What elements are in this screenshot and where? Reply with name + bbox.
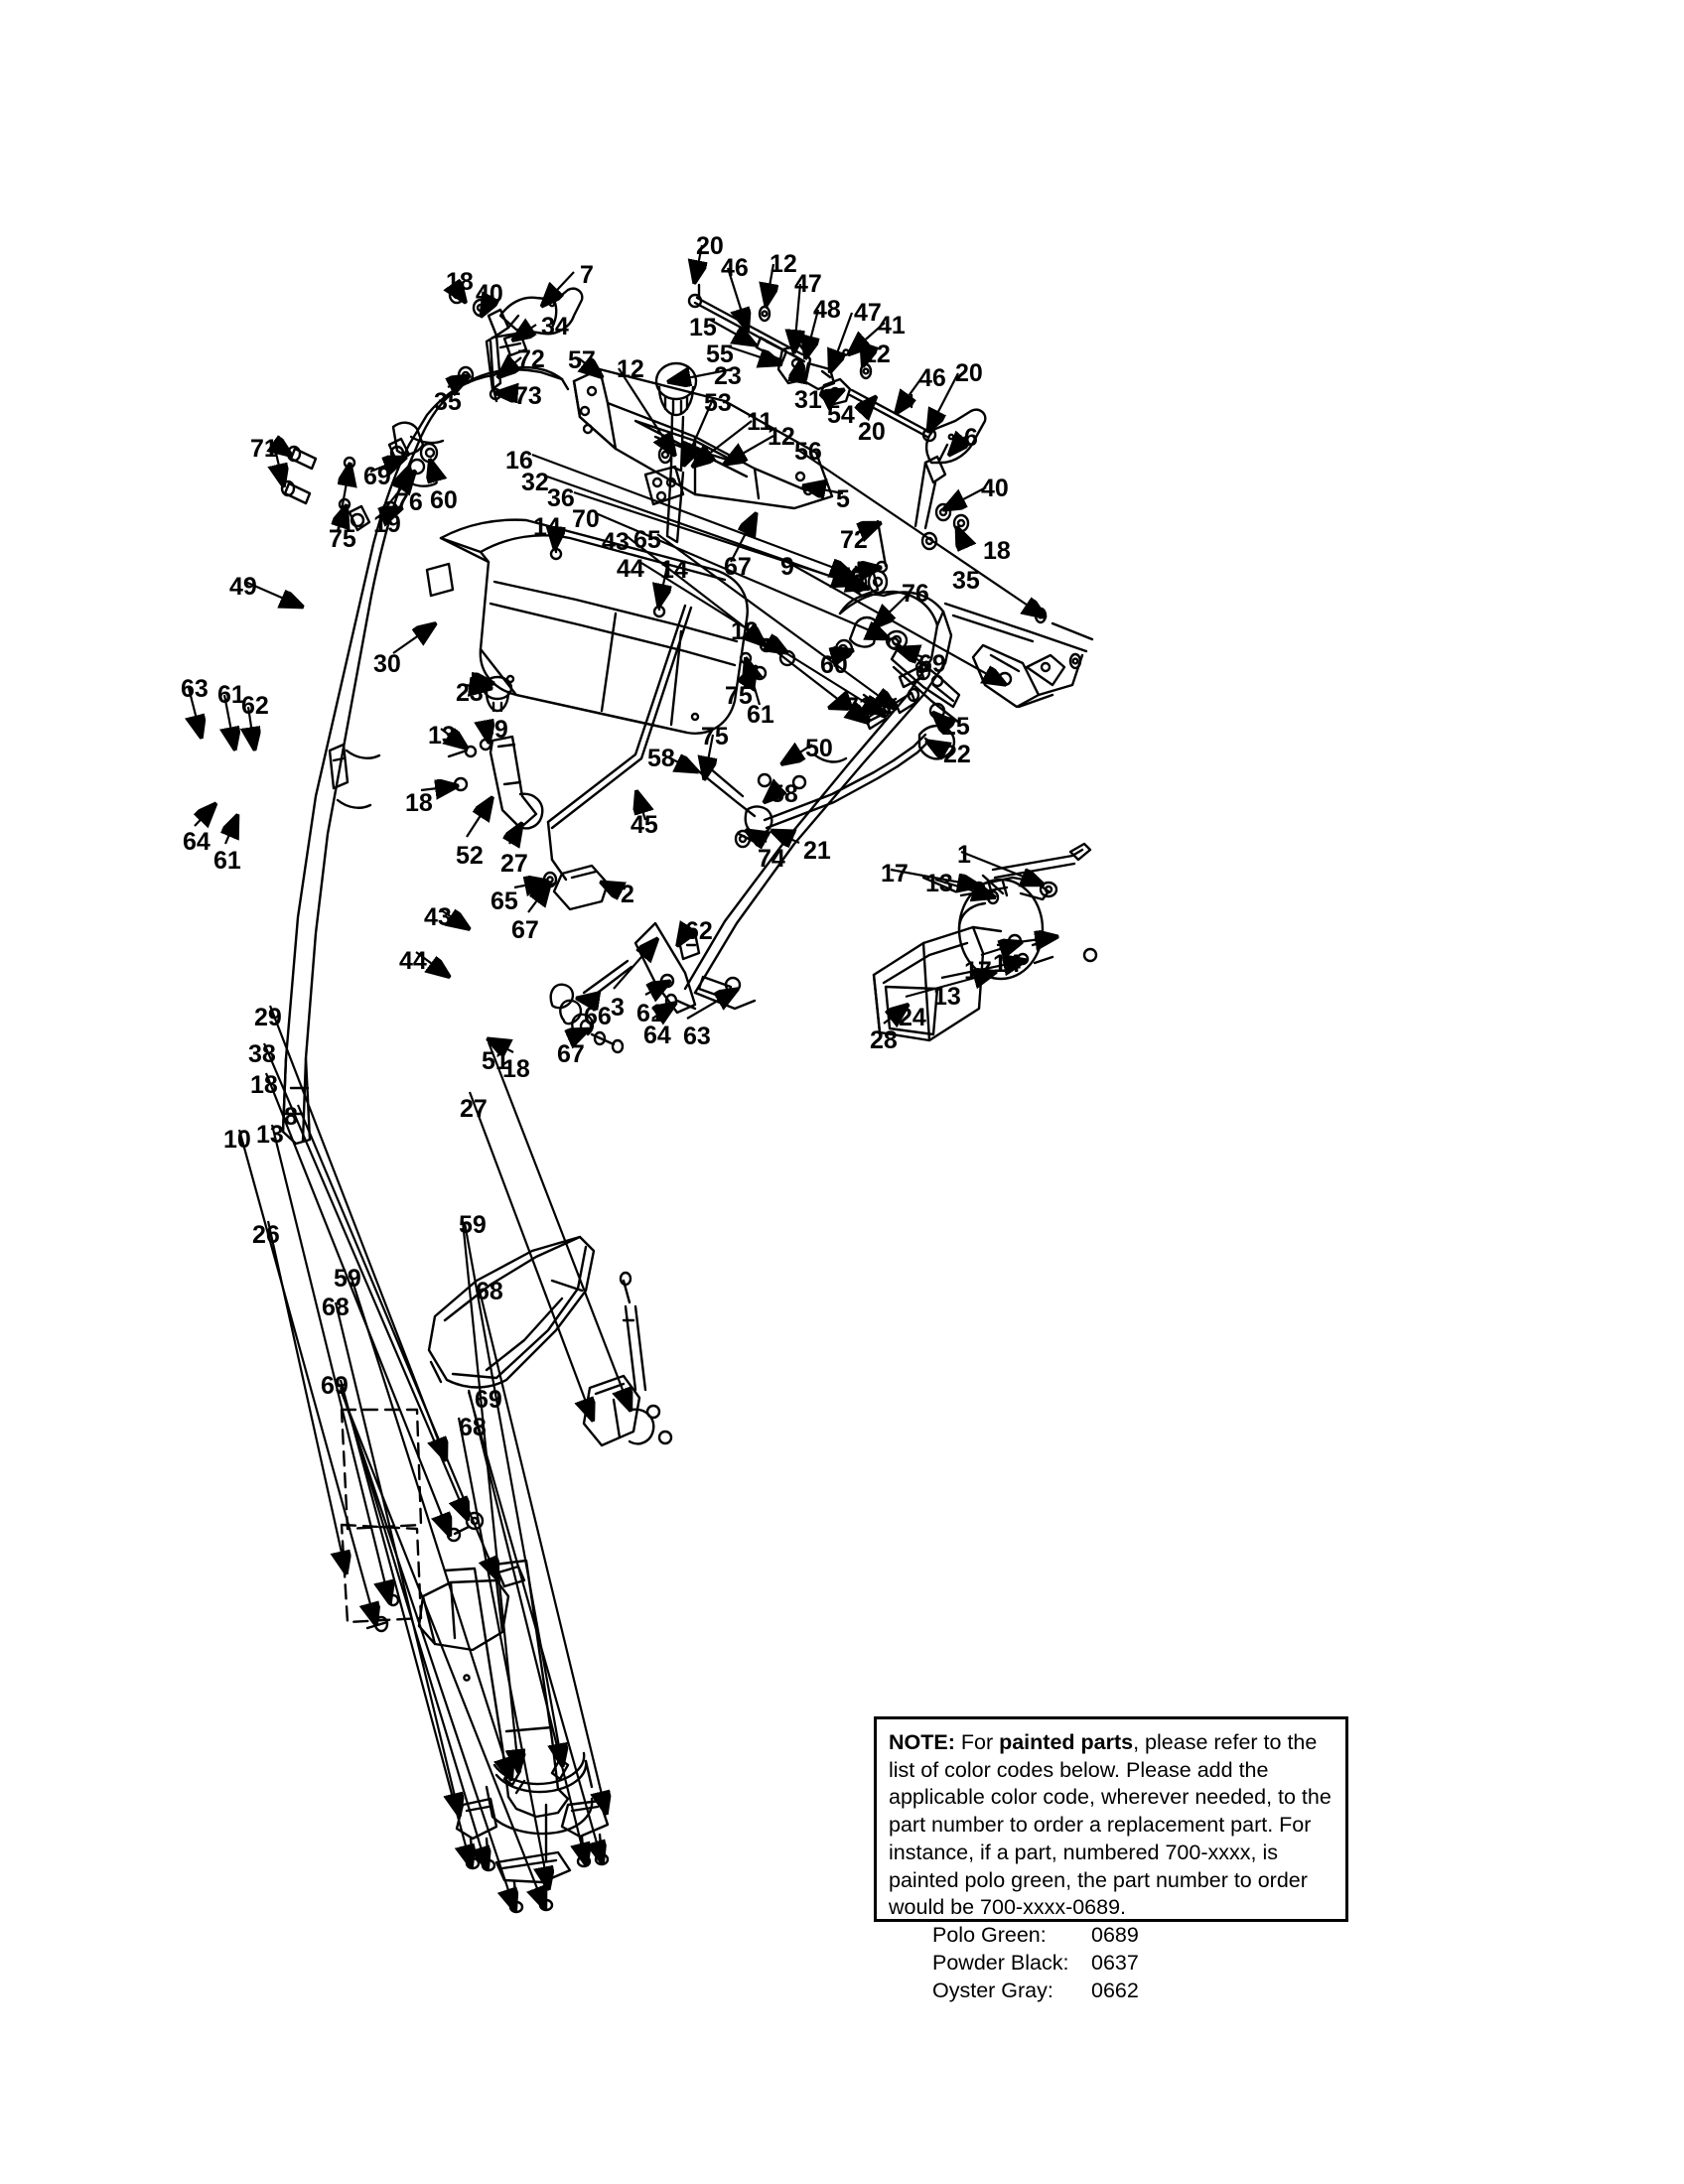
callout-39: 39 [481,716,508,744]
callout-52: 52 [456,842,484,870]
callout-59: 59 [459,1211,487,1239]
callout-27b: 27 [460,1095,488,1123]
callout-19: 19 [373,510,401,538]
callout-20c: 20 [858,418,886,446]
callout-23: 23 [714,362,742,390]
callout-3: 3 [611,994,625,1022]
callout-1: 1 [957,841,971,869]
callout-64b: 64 [643,1022,671,1049]
color-name-oyster-gray: Oyster Gray: [932,1979,1053,2003]
callout-61d: 61 [636,1000,664,1027]
callout-61b: 61 [217,681,245,709]
note-paragraph [889,1729,1333,1922]
callout-41: 41 [878,312,906,340]
callout-75: 75 [329,525,356,553]
callout-70: 70 [572,505,600,533]
callout-69c: 69 [321,1372,349,1400]
callout-8: 8 [284,1103,298,1131]
callout-34: 34 [541,313,569,341]
note-bold-phrase: painted parts [999,1730,1134,1754]
callout-18: 18 [446,268,474,296]
color-code-powder-black: 0637 [1091,1951,1139,1976]
callout-9: 9 [780,553,794,581]
callout-5: 5 [836,485,850,513]
callout-13d: 13 [256,1121,284,1149]
callout-50: 50 [805,735,833,762]
callout-66: 66 [584,1003,612,1030]
callout-30: 30 [373,650,401,678]
callout-43b: 43 [424,903,452,931]
callout-11: 11 [747,408,773,436]
callout-17b: 17 [964,957,992,985]
callout-14: 14 [660,556,688,584]
callout-2: 2 [621,881,634,908]
callout-74: 74 [758,845,785,873]
callout-55: 55 [706,341,734,368]
callout-40b: 40 [981,475,1009,502]
callout-67: 67 [724,553,752,581]
callout-64: 64 [183,828,210,856]
callout-68b: 68 [322,1294,350,1321]
callout-15: 15 [689,314,717,341]
callout-35: 35 [434,388,462,416]
callout-72: 72 [517,345,545,373]
callout-38: 38 [248,1040,276,1068]
callout-20: 20 [696,232,724,260]
callout-10: 10 [223,1126,251,1154]
callout-46: 46 [721,254,749,282]
callout-16: 16 [505,447,533,475]
color-code-row-oyster-gray [932,1978,1333,2005]
callout-47: 47 [794,270,822,298]
callout-76: 76 [395,488,423,516]
callout-29: 29 [254,1004,282,1031]
callout-68c: 68 [459,1414,487,1441]
color-name-powder-black: Powder Black: [932,1951,1069,1976]
callout-26: 26 [252,1221,280,1249]
callout-67b: 67 [511,916,539,944]
callout-72b: 72 [840,526,868,554]
callout-57: 57 [568,346,596,374]
callout-73: 73 [514,382,542,410]
callout-69: 69 [363,463,391,490]
callout-62: 62 [241,692,269,720]
callout-69b: 69 [918,650,946,678]
callout-35b: 35 [952,567,980,595]
callout-61: 61 [747,701,774,729]
callout-44: 44 [617,555,644,583]
callout-40: 40 [476,280,503,308]
callout-24: 24 [899,1004,926,1031]
callout-22: 22 [943,741,971,768]
callout-46b: 46 [918,364,946,392]
callout-69d: 69 [475,1386,502,1414]
callout-54: 54 [827,401,855,429]
callout-58: 58 [647,745,675,772]
painted-parts-note-box [874,1716,1348,2003]
callout-75b: 75 [725,682,753,710]
callout-48: 48 [813,296,841,324]
note-text-after: , please refer to the list of color codes below. Please add the applicable color code, wherever needed, to the part number to order a replacement part. For instance, if a part, numbered 700-xxxx, is painted polo green, the part number to order would be 700-xxxx-0689. [889,1730,1332,1920]
callout-21: 21 [803,837,831,865]
callout-58b: 58 [771,780,798,808]
callout-28: 28 [870,1026,898,1054]
callout-75c: 75 [701,723,729,751]
callout-60b: 60 [820,651,848,679]
callout-20b: 20 [955,359,983,387]
callout-18b: 18 [983,537,1011,565]
callout-36: 36 [547,484,575,512]
callout-12b: 12 [770,250,797,278]
callout-13b: 13 [925,870,953,897]
callout-73b: 73 [837,563,865,591]
callout-18c: 18 [405,789,433,817]
callout-7: 7 [580,261,594,289]
callout-23b: 23 [456,679,484,707]
color-name-polo-green: Polo Green: [932,1923,1047,1948]
callout-63b: 63 [683,1023,711,1050]
callout-65b: 65 [491,887,518,915]
callout-68: 68 [476,1278,503,1305]
callout-76b: 76 [902,580,929,608]
callout-65: 65 [633,526,661,554]
color-code-polo-green: 0689 [1091,1923,1139,1948]
callout-63: 63 [181,675,209,703]
callout-43: 43 [602,528,630,556]
callout-12d: 12 [768,423,795,451]
callout-47b: 47 [854,299,882,327]
callout-62b: 62 [685,917,713,945]
callout-13c: 13 [933,983,961,1011]
callout-61c: 61 [213,847,241,875]
callout-51: 51 [482,1047,509,1075]
callout-53: 53 [704,389,732,417]
callout-18e: 18 [250,1071,278,1099]
callout-45: 45 [631,811,658,839]
callout-59b: 59 [334,1265,361,1293]
callout-31: 31 [794,386,822,414]
callout-13: 13 [428,722,456,750]
callout-12: 12 [617,355,644,383]
callout-32: 32 [521,469,549,496]
color-code-oyster-gray: 0662 [1091,1979,1139,2003]
callout-49: 49 [229,573,257,601]
callout-67c: 67 [557,1040,585,1068]
callout-56: 56 [794,438,822,466]
color-code-row-polo-green [932,1922,1333,1950]
callout-25: 25 [942,713,970,741]
callout-12c: 12 [863,341,891,368]
callout-6: 6 [964,424,978,452]
note-label: NOTE: [889,1730,955,1754]
color-code-row-powder-black [932,1950,1333,1978]
callout-19b: 19 [731,617,759,645]
callout-14b: 14 [533,513,561,541]
callout-60: 60 [430,486,458,514]
callout-71: 71 [250,435,278,463]
callout-71b: 71 [845,693,873,721]
callout-14c: 14 [993,950,1021,978]
note-text-before: For [954,1730,1000,1754]
callout-18d: 18 [502,1055,530,1083]
callout-27: 27 [500,850,528,878]
callout-17: 17 [881,860,909,887]
callout-44b: 44 [399,947,427,975]
